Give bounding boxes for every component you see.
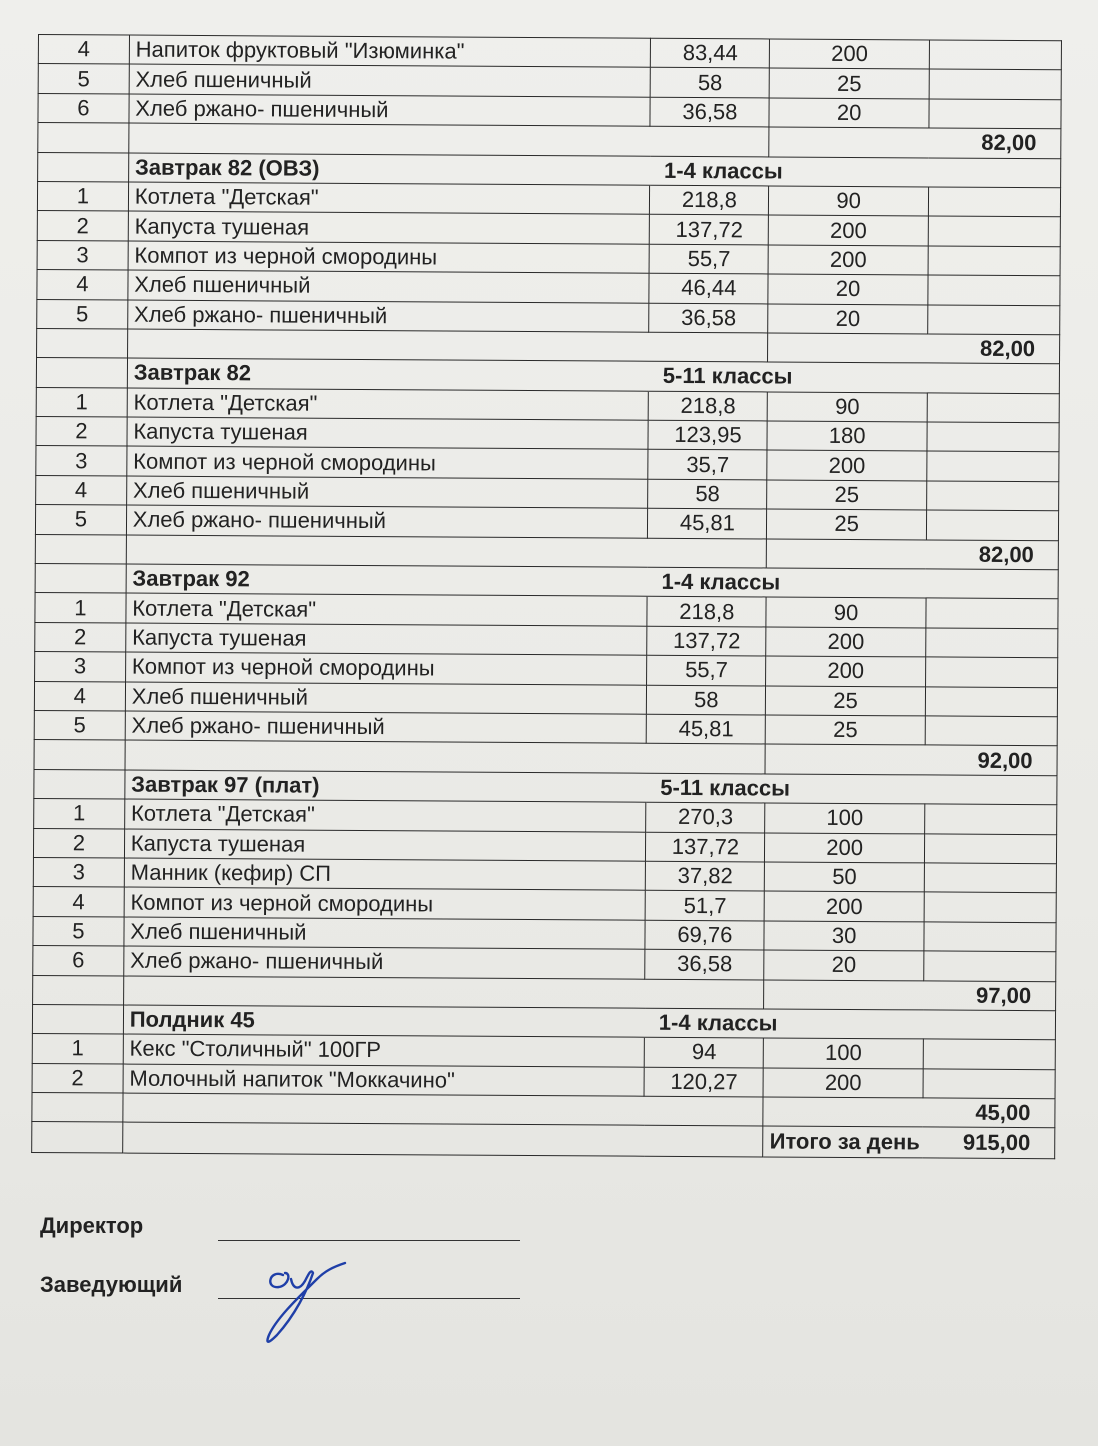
- empty-cell: [924, 863, 1056, 893]
- dish-weight: 30: [764, 921, 924, 951]
- dish-name: Компот из черной смородины: [128, 241, 650, 274]
- dish-price: 45,81: [648, 508, 767, 538]
- section-classes: 5-11 классы: [646, 773, 1057, 805]
- dish-name: Хлеб ржано- пшеничный: [127, 300, 649, 333]
- dish-weight: 25: [770, 68, 930, 98]
- row-number: 5: [37, 299, 128, 329]
- empty-cell: [927, 304, 1059, 334]
- director-signature-line: [218, 1240, 520, 1241]
- section-total: 92,00: [765, 744, 1057, 775]
- section-classes: 1-4 классы: [650, 156, 1061, 188]
- section-title: Полдник 45: [123, 1005, 645, 1038]
- empty-cell: [34, 769, 125, 799]
- section-title: Завтрак 97 (плат): [125, 770, 647, 803]
- section-title: Завтрак 82 (ОВЗ): [128, 153, 650, 186]
- dish-weight: 100: [764, 1038, 924, 1068]
- dish-weight: 25: [766, 715, 926, 745]
- dish-weight: 25: [767, 509, 927, 539]
- empty-cell: [33, 975, 124, 1005]
- row-number: 2: [32, 1063, 123, 1093]
- dish-weight: 20: [768, 303, 928, 333]
- empty-cell: [32, 1093, 123, 1123]
- dish-price: 137,72: [646, 832, 765, 862]
- dish-price: 58: [651, 68, 770, 98]
- empty-cell: [122, 1122, 763, 1157]
- row-number: 4: [36, 475, 127, 505]
- section-total: 82,00: [767, 539, 1059, 570]
- empty-cell: [924, 833, 1056, 863]
- empty-cell: [929, 99, 1061, 129]
- dish-weight: 200: [767, 450, 927, 480]
- empty-cell: [123, 1093, 764, 1126]
- dish-price: 270,3: [646, 802, 765, 832]
- day-total-value: 915,00: [922, 1127, 1054, 1159]
- dish-weight: 200: [765, 833, 925, 863]
- empty-cell: [32, 1122, 123, 1154]
- dish-name: Котлета "Детская": [128, 182, 650, 215]
- empty-cell: [126, 535, 767, 568]
- dish-name: Хлеб ржано- пшеничный: [129, 94, 651, 127]
- dish-price: 46,44: [649, 273, 768, 303]
- dish-name: Хлеб ржано- пшеничный: [126, 505, 648, 538]
- empty-cell: [127, 329, 768, 362]
- empty-cell: [123, 976, 764, 1009]
- dish-price: 58: [648, 479, 767, 509]
- row-number: 2: [33, 828, 124, 858]
- row-number: 1: [35, 593, 126, 623]
- dish-price: 218,8: [650, 185, 769, 215]
- dish-weight: 25: [767, 480, 927, 510]
- empty-cell: [923, 1069, 1055, 1099]
- row-number: 2: [35, 622, 126, 652]
- dish-price: 120,27: [644, 1067, 763, 1097]
- dish-weight: 200: [766, 656, 926, 686]
- empty-cell: [928, 246, 1060, 276]
- empty-cell: [924, 892, 1056, 922]
- dish-price: 35,7: [648, 450, 767, 480]
- empty-cell: [928, 187, 1060, 217]
- dish-name: Капуста тушеная: [126, 623, 648, 656]
- manager-label: Заведующий: [40, 1272, 183, 1297]
- dish-price: 137,72: [647, 626, 766, 656]
- empty-cell: [928, 275, 1060, 305]
- empty-cell: [926, 598, 1058, 628]
- row-number: 4: [34, 681, 125, 711]
- dish-weight: 20: [768, 274, 928, 304]
- dish-price: 218,8: [647, 597, 766, 627]
- empty-cell: [924, 922, 1056, 952]
- dish-weight: 200: [768, 245, 928, 275]
- dish-weight: 20: [769, 98, 929, 128]
- dish-name: Котлета "Детская": [126, 593, 648, 626]
- dish-name: Капуста тушеная: [128, 211, 650, 244]
- dish-price: 36,58: [650, 97, 769, 127]
- dish-name: Хлеб пшеничный: [128, 270, 650, 303]
- dish-name: Компот из черной смородины: [127, 447, 649, 480]
- day-total-label: Итого за день: [763, 1126, 923, 1158]
- dish-weight: 50: [765, 862, 925, 892]
- dish-name: Котлета "Детская": [127, 388, 649, 421]
- row-number: 3: [37, 240, 128, 270]
- dish-price: 58: [647, 685, 766, 715]
- empty-cell: [924, 804, 1056, 834]
- empty-cell: [924, 951, 1056, 981]
- row-number: 4: [38, 35, 129, 65]
- dish-weight: 200: [765, 891, 925, 921]
- row-number: 5: [38, 64, 129, 94]
- dish-price: 36,58: [645, 949, 764, 979]
- empty-cell: [35, 534, 126, 564]
- dish-weight: 90: [766, 597, 926, 627]
- empty-cell: [35, 564, 126, 594]
- row-number: 2: [36, 417, 127, 447]
- section-total: 82,00: [768, 333, 1060, 364]
- dish-price: 51,7: [645, 891, 764, 921]
- dish-price: 45,81: [647, 714, 766, 744]
- dish-weight: 180: [767, 421, 927, 451]
- section-title: Завтрак 92: [126, 564, 648, 597]
- row-number: 1: [36, 387, 127, 417]
- dish-price: 55,7: [649, 244, 768, 274]
- dish-weight: 90: [768, 392, 928, 422]
- dish-price: 94: [645, 1038, 764, 1068]
- handwritten-signature: [255, 1255, 365, 1350]
- dish-name: Кекс "Столичный" 100ГР: [123, 1034, 645, 1067]
- empty-cell: [929, 69, 1061, 99]
- empty-cell: [926, 510, 1058, 540]
- dish-name: Хлеб ржано- пшеничный: [124, 946, 646, 979]
- row-number: 4: [33, 887, 124, 917]
- dish-name: Хлеб пшеничный: [125, 682, 647, 715]
- empty-cell: [34, 740, 125, 770]
- row-number: 3: [36, 446, 127, 476]
- empty-cell: [926, 628, 1058, 658]
- row-number: 2: [37, 211, 128, 241]
- dish-name: Молочный напиток "Моккачино": [123, 1064, 645, 1097]
- dish-weight: 200: [763, 1068, 923, 1098]
- empty-cell: [32, 1004, 123, 1034]
- dish-name: Хлеб пшеничный: [124, 917, 646, 950]
- dish-price: 37,82: [646, 861, 765, 891]
- dish-price: 123,95: [648, 420, 767, 450]
- section-title: Завтрак 82: [127, 358, 649, 391]
- dish-price: 36,58: [649, 303, 768, 333]
- dish-weight: 90: [769, 186, 929, 216]
- dish-price: 137,72: [650, 215, 769, 245]
- row-number: 6: [33, 946, 124, 976]
- empty-cell: [129, 123, 770, 156]
- empty-cell: [36, 358, 127, 388]
- dish-name: Компот из черной смородины: [125, 652, 647, 685]
- dish-price: 218,8: [649, 391, 768, 421]
- empty-cell: [925, 687, 1057, 717]
- section-classes: 5-11 классы: [649, 362, 1060, 394]
- empty-cell: [925, 657, 1057, 687]
- director-label: Директор: [40, 1213, 144, 1238]
- dish-name: Хлеб пшеничный: [126, 476, 648, 509]
- dish-name: Хлеб ржано- пшеничный: [125, 711, 647, 744]
- dish-price: 69,76: [645, 920, 764, 950]
- empty-cell: [927, 422, 1059, 452]
- dish-price: 83,44: [651, 38, 770, 68]
- dish-weight: 20: [764, 950, 924, 980]
- section-classes: 1-4 классы: [645, 1008, 1056, 1040]
- dish-weight: 25: [766, 686, 926, 716]
- row-number: 1: [32, 1034, 123, 1064]
- row-number: 6: [38, 93, 129, 123]
- empty-cell: [925, 716, 1057, 746]
- empty-cell: [929, 40, 1061, 70]
- empty-cell: [38, 152, 129, 182]
- dish-weight: 200: [766, 627, 926, 657]
- menu-table: [31, 34, 1062, 1160]
- section-total: 97,00: [764, 979, 1056, 1010]
- empty-cell: [926, 481, 1058, 511]
- dish-name: Компот из черной смородины: [124, 887, 646, 920]
- empty-cell: [927, 451, 1059, 481]
- empty-cell: [923, 1039, 1055, 1069]
- dish-weight: 100: [765, 803, 925, 833]
- dish-name: Напиток фруктовый "Изюминка": [129, 35, 651, 68]
- dish-weight: 200: [770, 39, 930, 69]
- section-total: 82,00: [769, 127, 1061, 158]
- row-number: 1: [37, 181, 128, 211]
- row-number: 3: [33, 857, 124, 887]
- dish-name: Котлета "Детская": [124, 799, 646, 832]
- day-total-row: [32, 1122, 1055, 1159]
- dish-price: 55,7: [647, 655, 766, 685]
- empty-cell: [37, 328, 128, 358]
- row-number: 3: [35, 652, 126, 682]
- row-number: 4: [37, 270, 128, 300]
- dish-weight: 200: [769, 215, 929, 245]
- dish-name: Манник (кефир) СП: [124, 858, 646, 891]
- section-total: 45,00: [763, 1097, 1055, 1128]
- section-classes: 1-4 классы: [647, 567, 1058, 599]
- row-number: 1: [34, 799, 125, 829]
- empty-cell: [927, 393, 1059, 423]
- row-number: 5: [33, 916, 124, 946]
- dish-name: Капуста тушеная: [124, 829, 646, 862]
- empty-cell: [125, 740, 766, 773]
- dish-name: Хлеб пшеничный: [129, 64, 651, 97]
- row-number: 5: [35, 505, 126, 535]
- dish-name: Капуста тушеная: [127, 417, 649, 450]
- empty-cell: [928, 216, 1060, 246]
- row-number: 5: [34, 710, 125, 740]
- empty-cell: [38, 123, 129, 153]
